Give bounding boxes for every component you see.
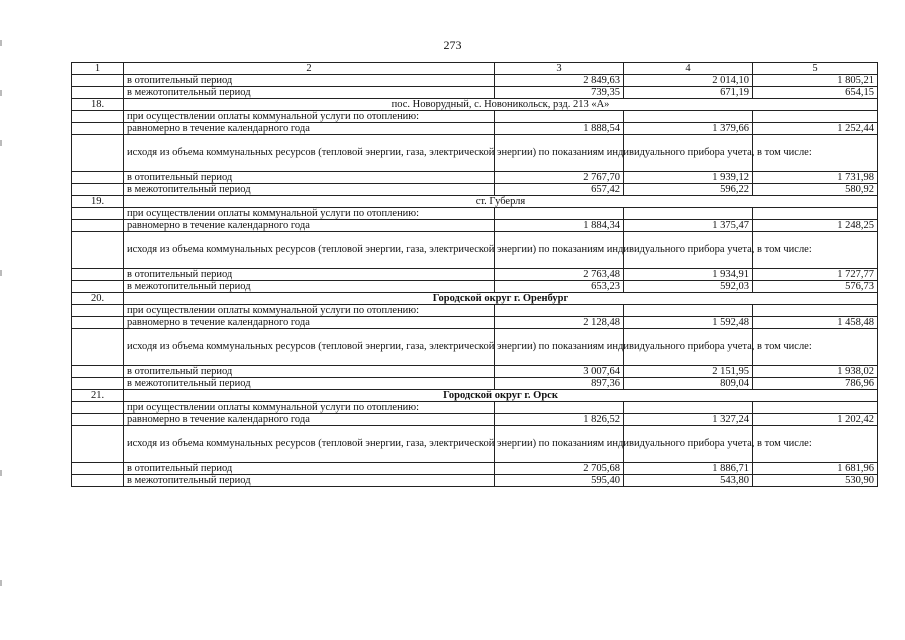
row-number-cell xyxy=(72,172,124,184)
scan-edge-mark xyxy=(0,470,2,476)
value-cell xyxy=(495,111,624,123)
value-col-3: 1 884,34 xyxy=(495,220,624,232)
value-col-4: 596,22 xyxy=(624,184,753,196)
row-number-cell xyxy=(72,269,124,281)
table-row xyxy=(72,184,878,196)
row-number-cell xyxy=(72,184,124,196)
scan-edge-mark xyxy=(0,580,2,586)
value-cell xyxy=(753,111,878,123)
row-label: в межотопительный период xyxy=(124,281,495,293)
value-col-5: 1 731,98 xyxy=(753,172,878,184)
table-row xyxy=(72,75,878,87)
row-label: в отопительный период xyxy=(124,75,495,87)
value-col-3: 739,35 xyxy=(495,87,624,99)
scan-edge-mark xyxy=(0,40,2,46)
row-label: исходя из объема коммунальных ресурсов (тепловой энергии, газа, электрической энергии) по показаниям индивидуального прибора учета, в том числе: xyxy=(124,426,495,463)
value-col-4: 1 939,12 xyxy=(624,172,753,184)
row-label: в отопительный период xyxy=(124,269,495,281)
row-number-cell xyxy=(72,329,124,366)
section-number: 21. xyxy=(72,390,124,402)
value-col-5: 786,96 xyxy=(753,378,878,390)
value-cell xyxy=(495,305,624,317)
table-row xyxy=(72,378,878,390)
description-row xyxy=(72,135,878,172)
row-label: в отопительный период xyxy=(124,366,495,378)
value-col-5: 654,15 xyxy=(753,87,878,99)
row-label: равномерно в течение календарного года xyxy=(124,414,495,426)
row-label: в межотопительный период xyxy=(124,87,495,99)
row-label: в отопительный период xyxy=(124,172,495,184)
section-header-row xyxy=(72,99,878,111)
value-col-5: 1 248,25 xyxy=(753,220,878,232)
value-col-3: 653,23 xyxy=(495,281,624,293)
value-col-4: 543,80 xyxy=(624,475,753,487)
value-col-5: 530,90 xyxy=(753,475,878,487)
row-number-cell xyxy=(72,463,124,475)
value-col-5: 1 681,96 xyxy=(753,463,878,475)
row-number-cell xyxy=(72,402,124,414)
description-row xyxy=(72,426,878,463)
section-title: ст. Губерля xyxy=(124,196,878,208)
value-col-4: 1 375,47 xyxy=(624,220,753,232)
column-number-row xyxy=(72,63,878,75)
scan-edge-mark xyxy=(0,90,2,96)
value-col-4: 592,03 xyxy=(624,281,753,293)
row-number-cell xyxy=(72,475,124,487)
value-col-4: 2 014,10 xyxy=(624,75,753,87)
column-header-2: 2 xyxy=(124,63,495,75)
description-row xyxy=(72,402,878,414)
section-number: 19. xyxy=(72,196,124,208)
value-col-5: 1 727,77 xyxy=(753,269,878,281)
table-body xyxy=(72,75,878,487)
row-number-cell xyxy=(72,426,124,463)
row-number-cell xyxy=(72,135,124,172)
value-cell xyxy=(624,111,753,123)
row-label: в отопительный период xyxy=(124,463,495,475)
row-number-cell xyxy=(72,220,124,232)
tariff-table xyxy=(71,62,878,487)
value-cell xyxy=(753,402,878,414)
scan-edge-mark xyxy=(0,270,2,276)
row-number-cell xyxy=(72,414,124,426)
row-label: в межотопительный период xyxy=(124,184,495,196)
value-col-4: 2 151,95 xyxy=(624,366,753,378)
table-row xyxy=(72,220,878,232)
section-header-row xyxy=(72,390,878,402)
row-label: равномерно в течение календарного года xyxy=(124,220,495,232)
table-row xyxy=(72,414,878,426)
row-label: при осуществлении оплаты коммунальной услуги по отоплению: xyxy=(124,402,495,414)
value-col-4: 1 379,66 xyxy=(624,123,753,135)
row-number-cell xyxy=(72,366,124,378)
row-label: в межотопительный период xyxy=(124,378,495,390)
section-title: Городской округ г. Оренбург xyxy=(124,293,878,305)
scan-edge-mark xyxy=(0,140,2,146)
row-number-cell xyxy=(72,317,124,329)
section-header-row xyxy=(72,293,878,305)
value-col-5: 576,73 xyxy=(753,281,878,293)
row-number-cell xyxy=(72,378,124,390)
value-col-3: 1 826,52 xyxy=(495,414,624,426)
description-row xyxy=(72,208,878,220)
value-col-3: 657,42 xyxy=(495,184,624,196)
description-row xyxy=(72,329,878,366)
section-title: Городской округ г. Орск xyxy=(124,390,878,402)
row-label: равномерно в течение календарного года xyxy=(124,317,495,329)
row-label: при осуществлении оплаты коммунальной услуги по отоплению: xyxy=(124,111,495,123)
value-col-5: 1 805,21 xyxy=(753,75,878,87)
value-col-5: 1 458,48 xyxy=(753,317,878,329)
row-label: исходя из объема коммунальных ресурсов (тепловой энергии, газа, электрической энергии) по показаниям индивидуального прибора учета, в том числе: xyxy=(124,329,495,366)
row-number-cell xyxy=(72,75,124,87)
row-number-cell xyxy=(72,87,124,99)
value-col-5: 1 252,44 xyxy=(753,123,878,135)
row-number-cell xyxy=(72,281,124,293)
value-cell xyxy=(624,402,753,414)
value-col-3: 2 767,70 xyxy=(495,172,624,184)
table-row xyxy=(72,317,878,329)
section-number: 20. xyxy=(72,293,124,305)
table-row xyxy=(72,87,878,99)
value-col-3: 2 849,63 xyxy=(495,75,624,87)
table-row xyxy=(72,281,878,293)
value-col-5: 1 938,02 xyxy=(753,366,878,378)
column-header-3: 3 xyxy=(495,63,624,75)
row-number-cell xyxy=(72,208,124,220)
row-label: исходя из объема коммунальных ресурсов (тепловой энергии, газа, электрической энергии) по показаниям индивидуального прибора учета, в том числе: xyxy=(124,135,495,172)
row-label: при осуществлении оплаты коммунальной услуги по отоплению: xyxy=(124,208,495,220)
value-col-3: 897,36 xyxy=(495,378,624,390)
row-number-cell xyxy=(72,305,124,317)
page-number: 273 xyxy=(443,38,462,52)
value-cell xyxy=(624,305,753,317)
table-row xyxy=(72,123,878,135)
value-col-4: 809,04 xyxy=(624,378,753,390)
value-col-3: 2 705,68 xyxy=(495,463,624,475)
value-col-3: 2 128,48 xyxy=(495,317,624,329)
value-col-3: 2 763,48 xyxy=(495,269,624,281)
value-col-5: 1 202,42 xyxy=(753,414,878,426)
table-row xyxy=(72,463,878,475)
value-col-4: 1 592,48 xyxy=(624,317,753,329)
value-cell xyxy=(753,305,878,317)
column-header-4: 4 xyxy=(624,63,753,75)
description-row xyxy=(72,111,878,123)
row-label: равномерно в течение календарного года xyxy=(124,123,495,135)
value-cell xyxy=(495,208,624,220)
value-col-4: 1 934,91 xyxy=(624,269,753,281)
section-header-row xyxy=(72,196,878,208)
description-row xyxy=(72,232,878,269)
description-row xyxy=(72,305,878,317)
value-col-4: 1 886,71 xyxy=(624,463,753,475)
section-number: 18. xyxy=(72,99,124,111)
value-cell xyxy=(624,208,753,220)
row-label: в межотопительный период xyxy=(124,475,495,487)
value-col-5: 580,92 xyxy=(753,184,878,196)
value-col-4: 671,19 xyxy=(624,87,753,99)
value-col-3: 595,40 xyxy=(495,475,624,487)
table-row xyxy=(72,172,878,184)
table-row xyxy=(72,269,878,281)
value-col-3: 1 888,54 xyxy=(495,123,624,135)
table-row xyxy=(72,475,878,487)
table-row xyxy=(72,366,878,378)
section-title: пос. Новорудный, с. Новоникольск, рзд. 213 «А» xyxy=(124,99,878,111)
value-col-3: 3 007,64 xyxy=(495,366,624,378)
column-header-1: 1 xyxy=(72,63,124,75)
value-cell xyxy=(753,208,878,220)
row-label: при осуществлении оплаты коммунальной услуги по отоплению: xyxy=(124,305,495,317)
row-number-cell xyxy=(72,232,124,269)
column-header-5: 5 xyxy=(753,63,878,75)
row-number-cell xyxy=(72,123,124,135)
row-label: исходя из объема коммунальных ресурсов (тепловой энергии, газа, электрической энергии) по показаниям индивидуального прибора учета, в том числе: xyxy=(124,232,495,269)
row-number-cell xyxy=(72,111,124,123)
value-col-4: 1 327,24 xyxy=(624,414,753,426)
value-cell xyxy=(495,402,624,414)
